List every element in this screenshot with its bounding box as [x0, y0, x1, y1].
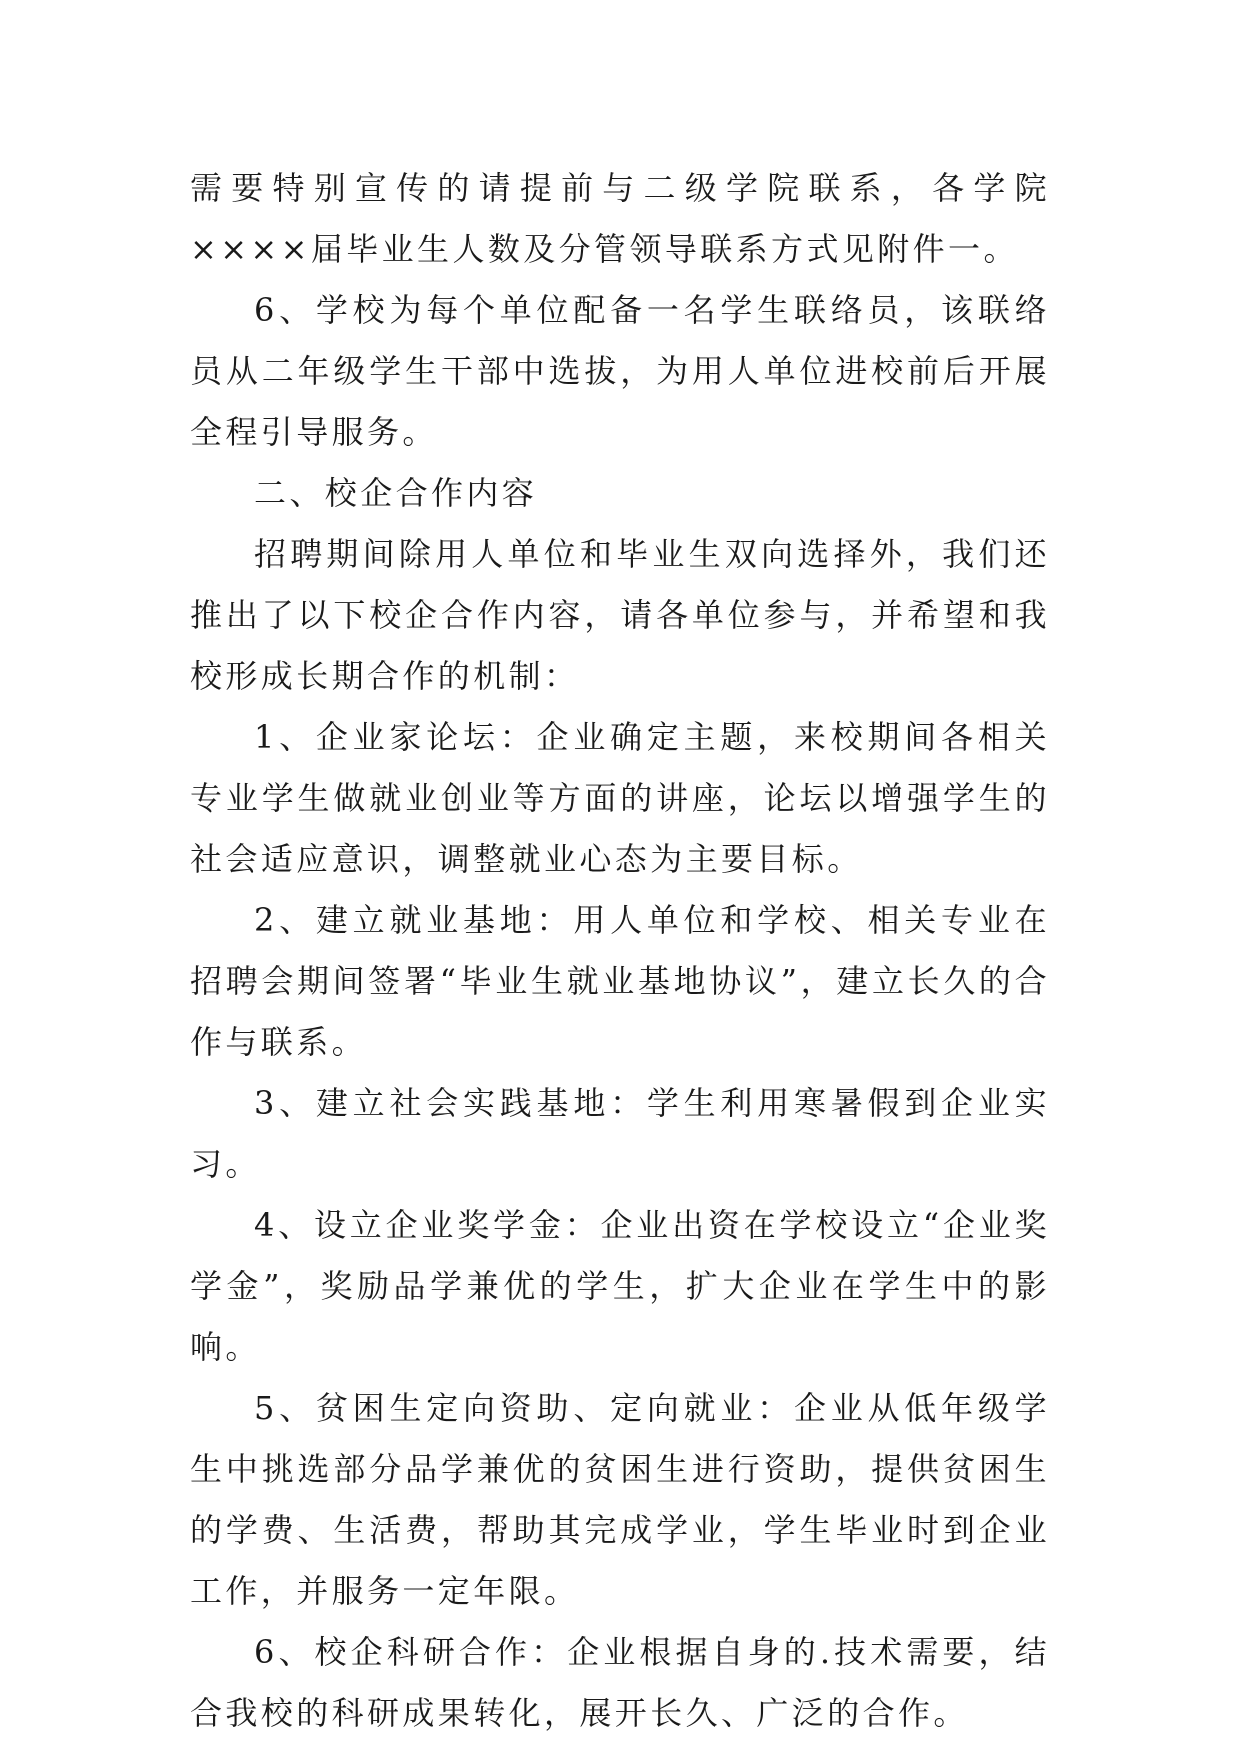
- paragraph-research-cooperation: 6、校企科研合作：企业根据自身的.技术需要，结合我校的科研成果转化，展开长久、广泛的合作。: [190, 1633, 1050, 1732]
- paragraph-scholarship: 4、设立企业奖学金：企业出资在学校设立“企业奖学金”，奖励品学兼优的学生，扩大企业在学生中的影响。: [190, 1206, 1050, 1366]
- paragraph-poverty-aid: 5、贫困生定向资助、定向就业：企业从低年级学生中挑选部分品学兼优的贫困生进行资助，提供贫困生的学费、生活费，帮助其完成学业，学生毕业时到企业工作，并服务一定年限。: [190, 1389, 1050, 1610]
- paragraph-cooperation-intro: 招聘期间除用人单位和毕业生双向选择外，我们还推出了以下校企合作内容，请各单位参与，并希望和我校形成长期合作的机制：: [190, 535, 1050, 695]
- document-body: [190, 158, 1050, 1744]
- paragraph-employment-base: 2、建立就业基地：用人单位和学校、相关专业在招聘会期间签署“毕业生就业基地协议”，建立长久的合作与联系。: [190, 901, 1050, 1061]
- section-heading-cooperation: 二、校企合作内容: [254, 474, 538, 512]
- paragraph-departments-contact: 需要特别宣传的请提前与二级学院联系，各学院××××届毕业生人数及分管领导联系方式见附件一。: [190, 169, 1050, 268]
- paragraph-entrepreneur-forum: 1、企业家论坛：企业确定主题，来校期间各相关专业学生做就业创业等方面的讲座，论坛以增强学生的社会适应意识，调整就业心态为主要目标。: [190, 718, 1050, 878]
- paragraph-practice-base: 3、建立社会实践基地：学生利用寒暑假到企业实习。: [190, 1084, 1050, 1183]
- paragraph-student-liaison: 6、学校为每个单位配备一名学生联络员，该联络员从二年级学生干部中选拔，为用人单位进校前后开展全程引导服务。: [190, 291, 1050, 451]
